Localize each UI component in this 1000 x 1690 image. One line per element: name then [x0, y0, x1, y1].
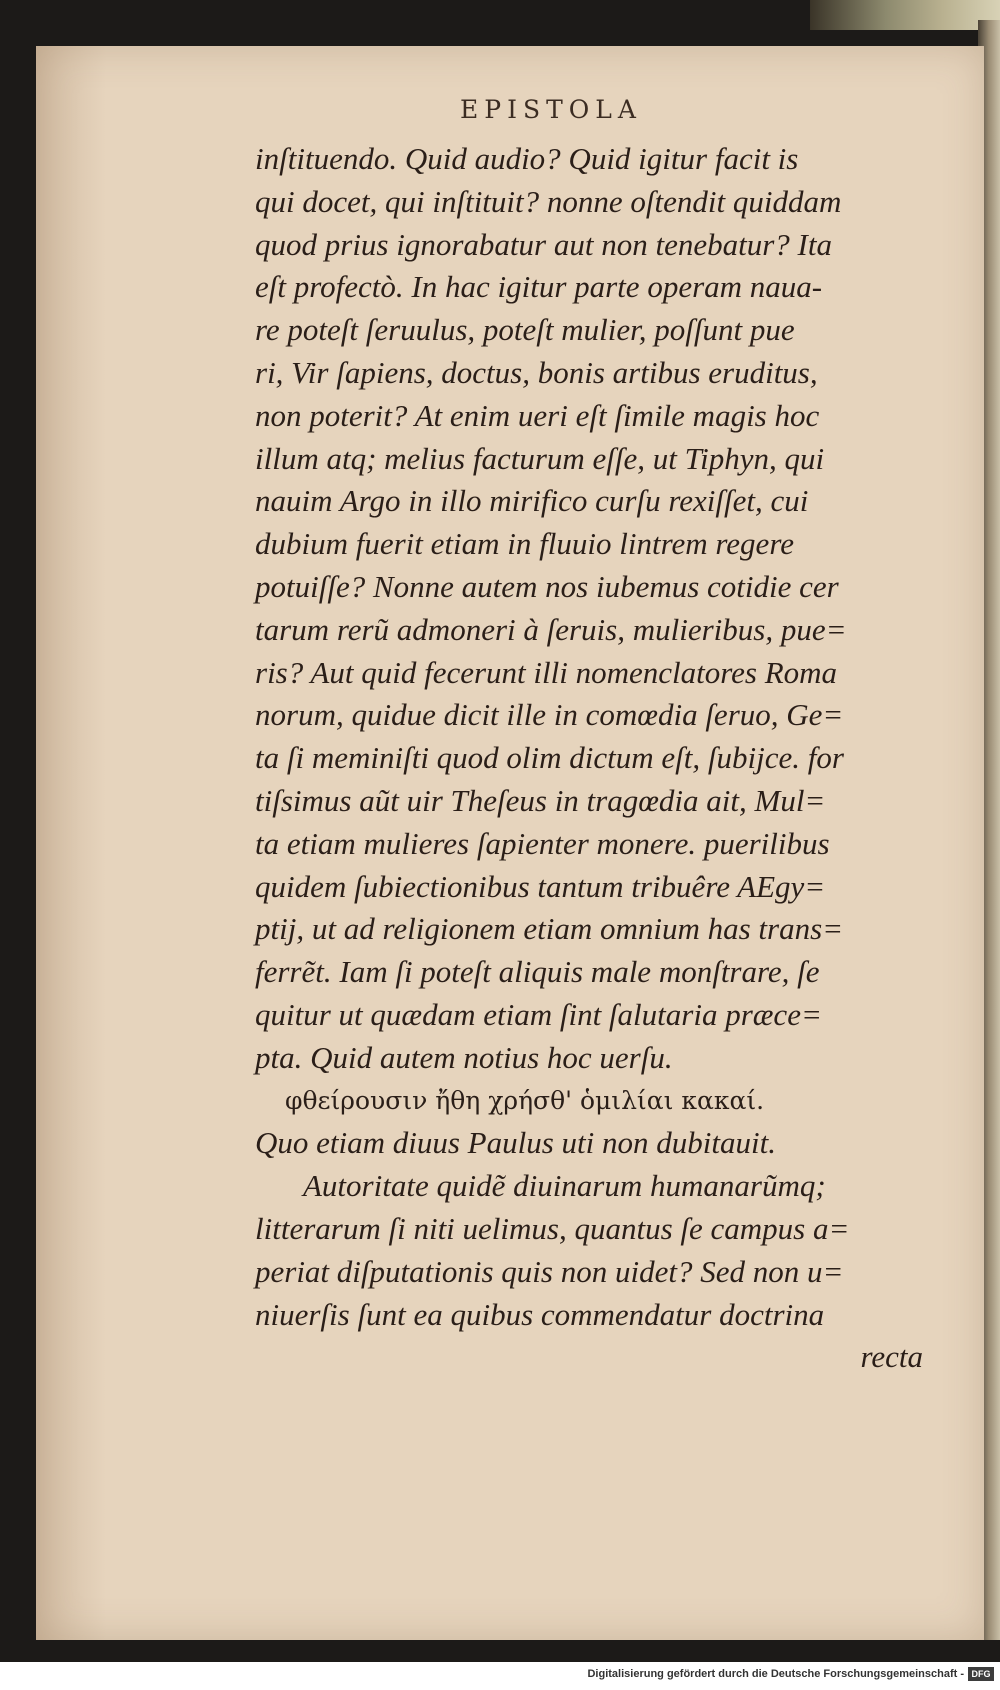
catchword: recta	[860, 1339, 923, 1375]
running-head: EPISTOLA	[460, 95, 642, 124]
text-line: pta. Quid autem notius hoc uerſu.	[255, 1039, 673, 1075]
text-block	[255, 138, 955, 1379]
text-line: litterarum ſi niti uelimus, quantus ſe campus a=	[255, 1210, 850, 1246]
text-line: inſtituendo. Quid audio? Quid igitur facit is	[255, 141, 799, 176]
text-line: niuerſis ſunt ea quibus commendatur doctrina	[255, 1296, 825, 1332]
binding-edge-top	[810, 0, 1000, 30]
text-line: norum, quidue dicit ille in comœdia ſeruo, Ge=	[255, 697, 844, 733]
text-line: nauim Argo in illo mirifico curſu rexiſſet, cui	[255, 483, 809, 519]
funding-credit: Digitalisierung gefördert durch die Deutsche Forschungsgemeinschaft -	[587, 1668, 964, 1680]
text-line: tarum rerũ admoneri à ſeruis, mulieribus, pue=	[255, 611, 847, 647]
text-line: non poterit? At enim ueri eſt ſimile magis hoc	[255, 397, 820, 433]
text-line: tiſsimus aũt uir Theſeus in tragœdia ait, Mul=	[255, 782, 826, 818]
paragraph-first-line: Autoritate quidẽ diuinarum humanarũmq;	[303, 1168, 826, 1204]
text-line: ris? Aut quid fecerunt illi nomenclatores Roma	[255, 654, 838, 690]
text-line: periat diſputationis quis non uidet? Sed non u=	[255, 1253, 844, 1289]
text-line: ta ſi meminiſti quod olim dictum eſt, ſubijce. for	[255, 740, 844, 776]
greek-quotation: φθείρουσιν ἤθη χρήσθ' ὁμιλίαι κακαί.	[285, 1085, 765, 1115]
text-line: potuiſſe? Nonne autem nos iubemus cotidie cer	[255, 568, 839, 604]
text-line: ta etiam mulieres ſapienter monere. puerilibus	[255, 825, 830, 861]
text-line: quidem ſubiectionibus tantum tribuêre AEgy=	[255, 868, 826, 904]
text-line: ri, Vir ſapiens, doctus, bonis artibus eruditus,	[255, 354, 818, 390]
text-line: Quo etiam diuus Paulus uti non dubitauit.	[255, 1125, 776, 1161]
text-line: illum atq; melius facturum eſſe, ut Tiphyn, qui	[255, 440, 825, 476]
text-line: qui docet, qui inſtituit? nonne oſtendit quiddam	[255, 183, 842, 219]
text-line: quitur ut quædam etiam ſint ſalutaria præce=	[255, 996, 822, 1032]
dfg-logo: DFG	[968, 1667, 994, 1681]
digitization-footer	[0, 1662, 1000, 1690]
text-line: ptij, ut ad religionem etiam omnium has trans=	[255, 911, 844, 947]
text-line: dubium fuerit etiam in fluuio lintrem regere	[255, 526, 794, 562]
text-line: re poteſt ſeruulus, poteſt mulier, poſſunt pue	[255, 312, 795, 348]
text-line: ferrẽt. Iam ſi poteſt aliquis male monſtrare, ſe	[255, 954, 820, 990]
text-line: eſt profectò. In hac igitur parte operam naua-	[255, 269, 823, 305]
text-line: quod prius ignorabatur aut non tenebatur? Ita	[255, 226, 832, 262]
